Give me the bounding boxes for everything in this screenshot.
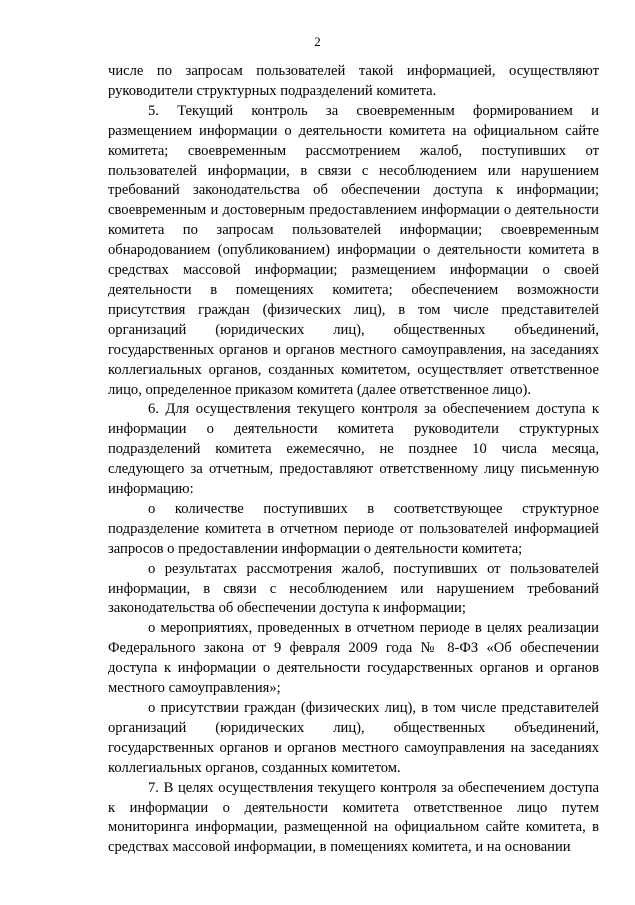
page-number: 2 <box>314 34 321 49</box>
paragraph-item-7: 7. В целях осуществления текущего контроля за обеспечением доступа к информации о деятельности комитета ответственное лицо путем мониторинга информации, размещенной на официальном сайте комитета, в средствах массовой информации, в помещениях комитета, и на основании <box>108 779 599 856</box>
paragraph-item-5: 5. Текущий контроль за своевременным формированием и размещением информации о деятельности комитета на официальном сайте комитета; своевременным рассмотрением жалоб, поступивших от пользователей информации, в связи с несоблюдением или нарушением требований законодательства об обеспечении доступа к информации; своевременным и достоверным предоставлением информации о деятельности комитета по запросам пользователей информации; своевременным обнародованием (опубликованием) информации о деятельности комитета в средствах массовой информации; размещением информации о своей деятельности в помещениях комитета; обеспечением возможности присутствия граждан (физических лиц), в том числе представителей организаций (юридических лиц), общественных объединений, государственных органов и органов местного самоуправления, на заседаниях коллегиальных органов, созданных комитетом, осуществляет ответственное лицо, определенное приказом комитета (далее ответственное лицо). <box>108 102 599 398</box>
paragraph-subitem-attendance: о присутствии граждан (физических лиц), в том числе представителей организаций (юридических лиц), общественных объединений, государственных органов и органов местного самоуправления на заседаниях коллегиальных органов, созданных комитетом. <box>108 700 599 776</box>
paragraph-continuation: числе по запросам пользователей такой информацией, осуществляют руководители структурных подразделений комитета. <box>108 63 599 99</box>
paragraph-subitem-requests: о количестве поступивших в соответствующее структурное подразделение комитета в отчетном периоде от пользователей информацией запросов о предоставлении информации о деятельности комитета; <box>108 500 599 557</box>
paragraph-subitem-measures: о мероприятиях, проведенных в отчетном периоде в целях реализации Федерального закона от 9 февраля 2009 года № 8-ФЗ «Об обеспечении доступа к информации о деятельности государственных органов и органов местного самоуправления»; <box>108 620 599 697</box>
paragraph-item-6: 6. Для осуществления текущего контроля за обеспечением доступа к информации о деятельности комитета руководители структурных подразделений комитета ежемесячно, не позднее 10 числа месяца, следующего за отчетным, предоставляют ответственному лицу письменную информацию: <box>108 401 599 498</box>
paragraph-subitem-complaints: о результатах рассмотрения жалоб, поступивших от пользователей информации, в связи с несоблюдением или нарушением требований законодательства об обеспечении доступа к информации; <box>108 560 599 617</box>
document-body <box>108 62 599 858</box>
